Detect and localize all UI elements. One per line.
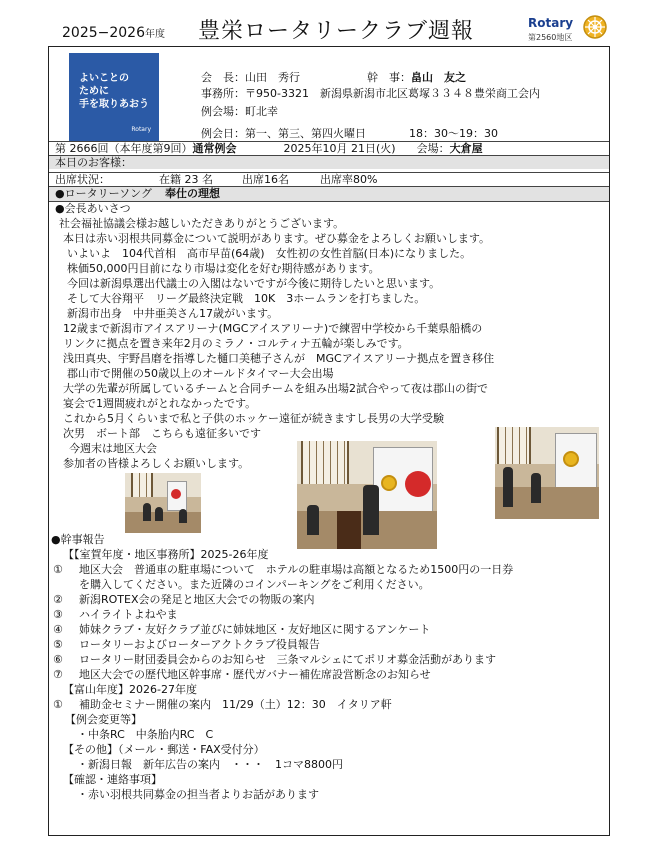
bulletin-title: 豊栄ロータリークラブ週報 (198, 19, 475, 44)
report-item-text: 地区大会での歴代地区幹事席・歴代ガバナー補佐席設営断念のお知らせ (79, 668, 431, 681)
meeting-change-item: ・中条RC 中条胎内RC C (77, 728, 214, 741)
meeting-photo-2 (297, 441, 437, 549)
report-item-number: ④ (53, 623, 63, 636)
report-item-text: 補助金セミナー開催の案内 11/29（土）12：30 イタリア軒 (79, 698, 392, 711)
greeting-line: 今週末は地区大会 (69, 442, 157, 455)
section-divider (49, 201, 609, 202)
report-item-number: ③ (53, 608, 63, 621)
meeting-day-line (201, 127, 498, 141)
enrolled-count: 在籍 23 名 (159, 173, 213, 186)
report-item-number: ① (53, 563, 63, 576)
office-label: 事務所： (201, 87, 245, 100)
attendance-rate: 出席率80% (320, 173, 378, 186)
venue-label: 例会場： (201, 105, 245, 118)
fiscal-year (62, 25, 165, 43)
report-item-text: ロータリーおよびローターアクトクラブ役員報告 (79, 638, 320, 651)
greeting-line: 新潟市出身 中井亜美さん17歳がいます。 (67, 307, 279, 320)
greeting-line: 社会福祉協議会様お越しいただきありがとうございます。 (59, 217, 345, 230)
report-item-text: ハイライトよねやま (79, 608, 178, 621)
secretary-label: 幹 事： (367, 71, 411, 84)
greeting-line: 参加者の皆様よろしくお願いします。 (63, 457, 250, 470)
song-bullet: ● (55, 187, 65, 200)
greeting-line: 大学の先輩が所属しているチームと合同チームを組み出場2試合やって夜は郡山の街で (63, 382, 488, 395)
other-item: ・新潟日報 新年広告の案内 ・・・ 1コマ8800円 (77, 758, 343, 771)
rotary-wheel-icon (582, 14, 608, 40)
guests-label: 本日のお客様： (55, 156, 132, 169)
book-rotary-logo: Rotary (131, 125, 151, 133)
theme-book-cover (69, 53, 159, 141)
confirm-item: ・赤い羽根共同募金の担当者よりお話があります (77, 788, 319, 801)
song-label: ロータリーソング (64, 187, 152, 200)
song-title: 奉仕の理想 (164, 187, 220, 200)
president-label: 会 長： (201, 71, 245, 84)
bulletin-header (48, 10, 608, 48)
district-office-heading: 【【室賀年度・地区事務所】2025-26年度 (63, 548, 269, 561)
meeting-change-heading: 【例会変更等】 (65, 713, 142, 726)
officers-line (201, 71, 466, 85)
greeting-line: 本日は赤い羽根共同募金について説明があります。ぜひ募金をよろしくお願いします。 (63, 232, 491, 245)
report-item-number: ① (53, 698, 63, 711)
greeting-line: いよいよ 104代首相 高市早苗(64歳) 女性初の女性首脳(日本)になりました。 (67, 247, 472, 260)
greeting-line: 今回は新潟県選出代議士の入閣はないですが今後に期待したいと思います。 (67, 277, 441, 290)
rotary-song-row (49, 186, 609, 201)
report-item-number: ⑥ (53, 653, 63, 666)
president-name: 山田 秀行 (245, 71, 300, 84)
report-item-number: ② (53, 593, 63, 606)
office-address: 〒950-3321 新潟県新潟市北区葛塚３３４８豊栄商工会内 (245, 87, 540, 100)
report-item-number: ⑦ (53, 668, 63, 681)
place-label: 会場： (416, 142, 450, 155)
theme-line-2: ために (79, 86, 109, 97)
greeting-line: 株価50,000円目前になり市場は変化を好む期待感があります。 (67, 262, 380, 275)
confirm-heading: 【確認・連絡事項】 (63, 773, 162, 786)
report-item-text: 新潟ROTEX会の発足と地区大会での物販の案内 (79, 593, 315, 606)
theme-line-1: よいことの (79, 73, 129, 84)
secretary-report-heading: ●幹事報告 (51, 533, 105, 546)
report-item-text: を購入してください。また近隣のコインパーキングをご利用ください。 (79, 578, 430, 591)
greeting-heading: ●会長あいさつ (55, 202, 131, 215)
rotary-wordmark: Rotary (528, 16, 574, 30)
toyama-year-heading: 【富山年度】2026-27年度 (63, 683, 197, 696)
office-line (201, 87, 540, 101)
rotary-logo (526, 14, 608, 48)
venue-line (201, 105, 278, 119)
greeting-line: 宴会で1週間疲れがとれなかったです。 (63, 397, 257, 410)
bulletin-frame (48, 46, 610, 836)
greeting-line: リンクに拠点を置き来年2月のミラノ・コルティナ五輪が楽しみです。 (63, 337, 409, 350)
other-heading: 【その他】（メール・郵送・FAX受付分） (63, 743, 265, 756)
meeting-number: 第 2666回（本年度第9回） (55, 142, 193, 155)
meeting-info-row (49, 141, 609, 155)
present-count: 出席16名 (242, 173, 289, 186)
meeting-type: 通常例会 (192, 142, 237, 155)
meeting-photo-3 (495, 427, 599, 519)
greeting-line: 浅田真央、宇野昌磨を指導した樋口美穂子さんが MGCアイスアリーナ拠点を置き移住 (63, 352, 495, 365)
greeting-line: そして大谷翔平 リーグ最終決定戦 10K 3ホームランを打ちました。 (67, 292, 426, 305)
attendance-label: 出席状況： (55, 173, 110, 186)
report-item-text: 地区大会 普通車の駐車場について ホテルの駐車場は高額となるため1500円の一日券 (79, 563, 514, 576)
district-label: 第2560地区 (528, 33, 573, 42)
fiscal-year-range: 2025−2026 (62, 25, 145, 41)
theme-line-3: 手を取りあおう (79, 99, 149, 110)
place-name: 大倉屋 (449, 142, 483, 155)
greeting-line: 12歳まで新潟市アイスアリーナ(MGCアイスアリーナ)で練習中学校から千葉県船橋の (63, 322, 483, 335)
fiscal-year-suffix: 年度 (145, 29, 165, 40)
attendance-row (49, 172, 609, 186)
venue-name: 町北幸 (245, 105, 278, 118)
meeting-time: 18：30～19：30 (409, 127, 498, 140)
greeting-line: 郡山市で開催の50歳以上のオールドタイマー大会出場 (67, 367, 334, 380)
report-item-text: 姉妹クラブ・友好クラブ並びに姉妹地区・友好地区に関するアンケート (79, 623, 431, 636)
meeting-day: 第一、第三、第四火曜日 (245, 127, 366, 140)
report-item-number: ⑤ (53, 638, 63, 651)
meeting-day-label: 例会日： (201, 127, 245, 140)
meeting-photo-1 (125, 473, 201, 533)
greeting-line: 次男 ボート部 こちらも遠征多いです (63, 427, 261, 440)
greeting-line: これから5月くらいまで私と子供のホッケー遠征が続きますし長男の大学受験 (63, 412, 444, 425)
report-item-text: ロータリー財団委員会からのお知らせ 三条マルシェにてポリオ募金活動があります (79, 653, 497, 666)
secretary-name: 畠山 友之 (411, 71, 466, 84)
guests-row (49, 155, 609, 169)
meeting-date: 2025年10月 21日(火) (283, 142, 396, 155)
